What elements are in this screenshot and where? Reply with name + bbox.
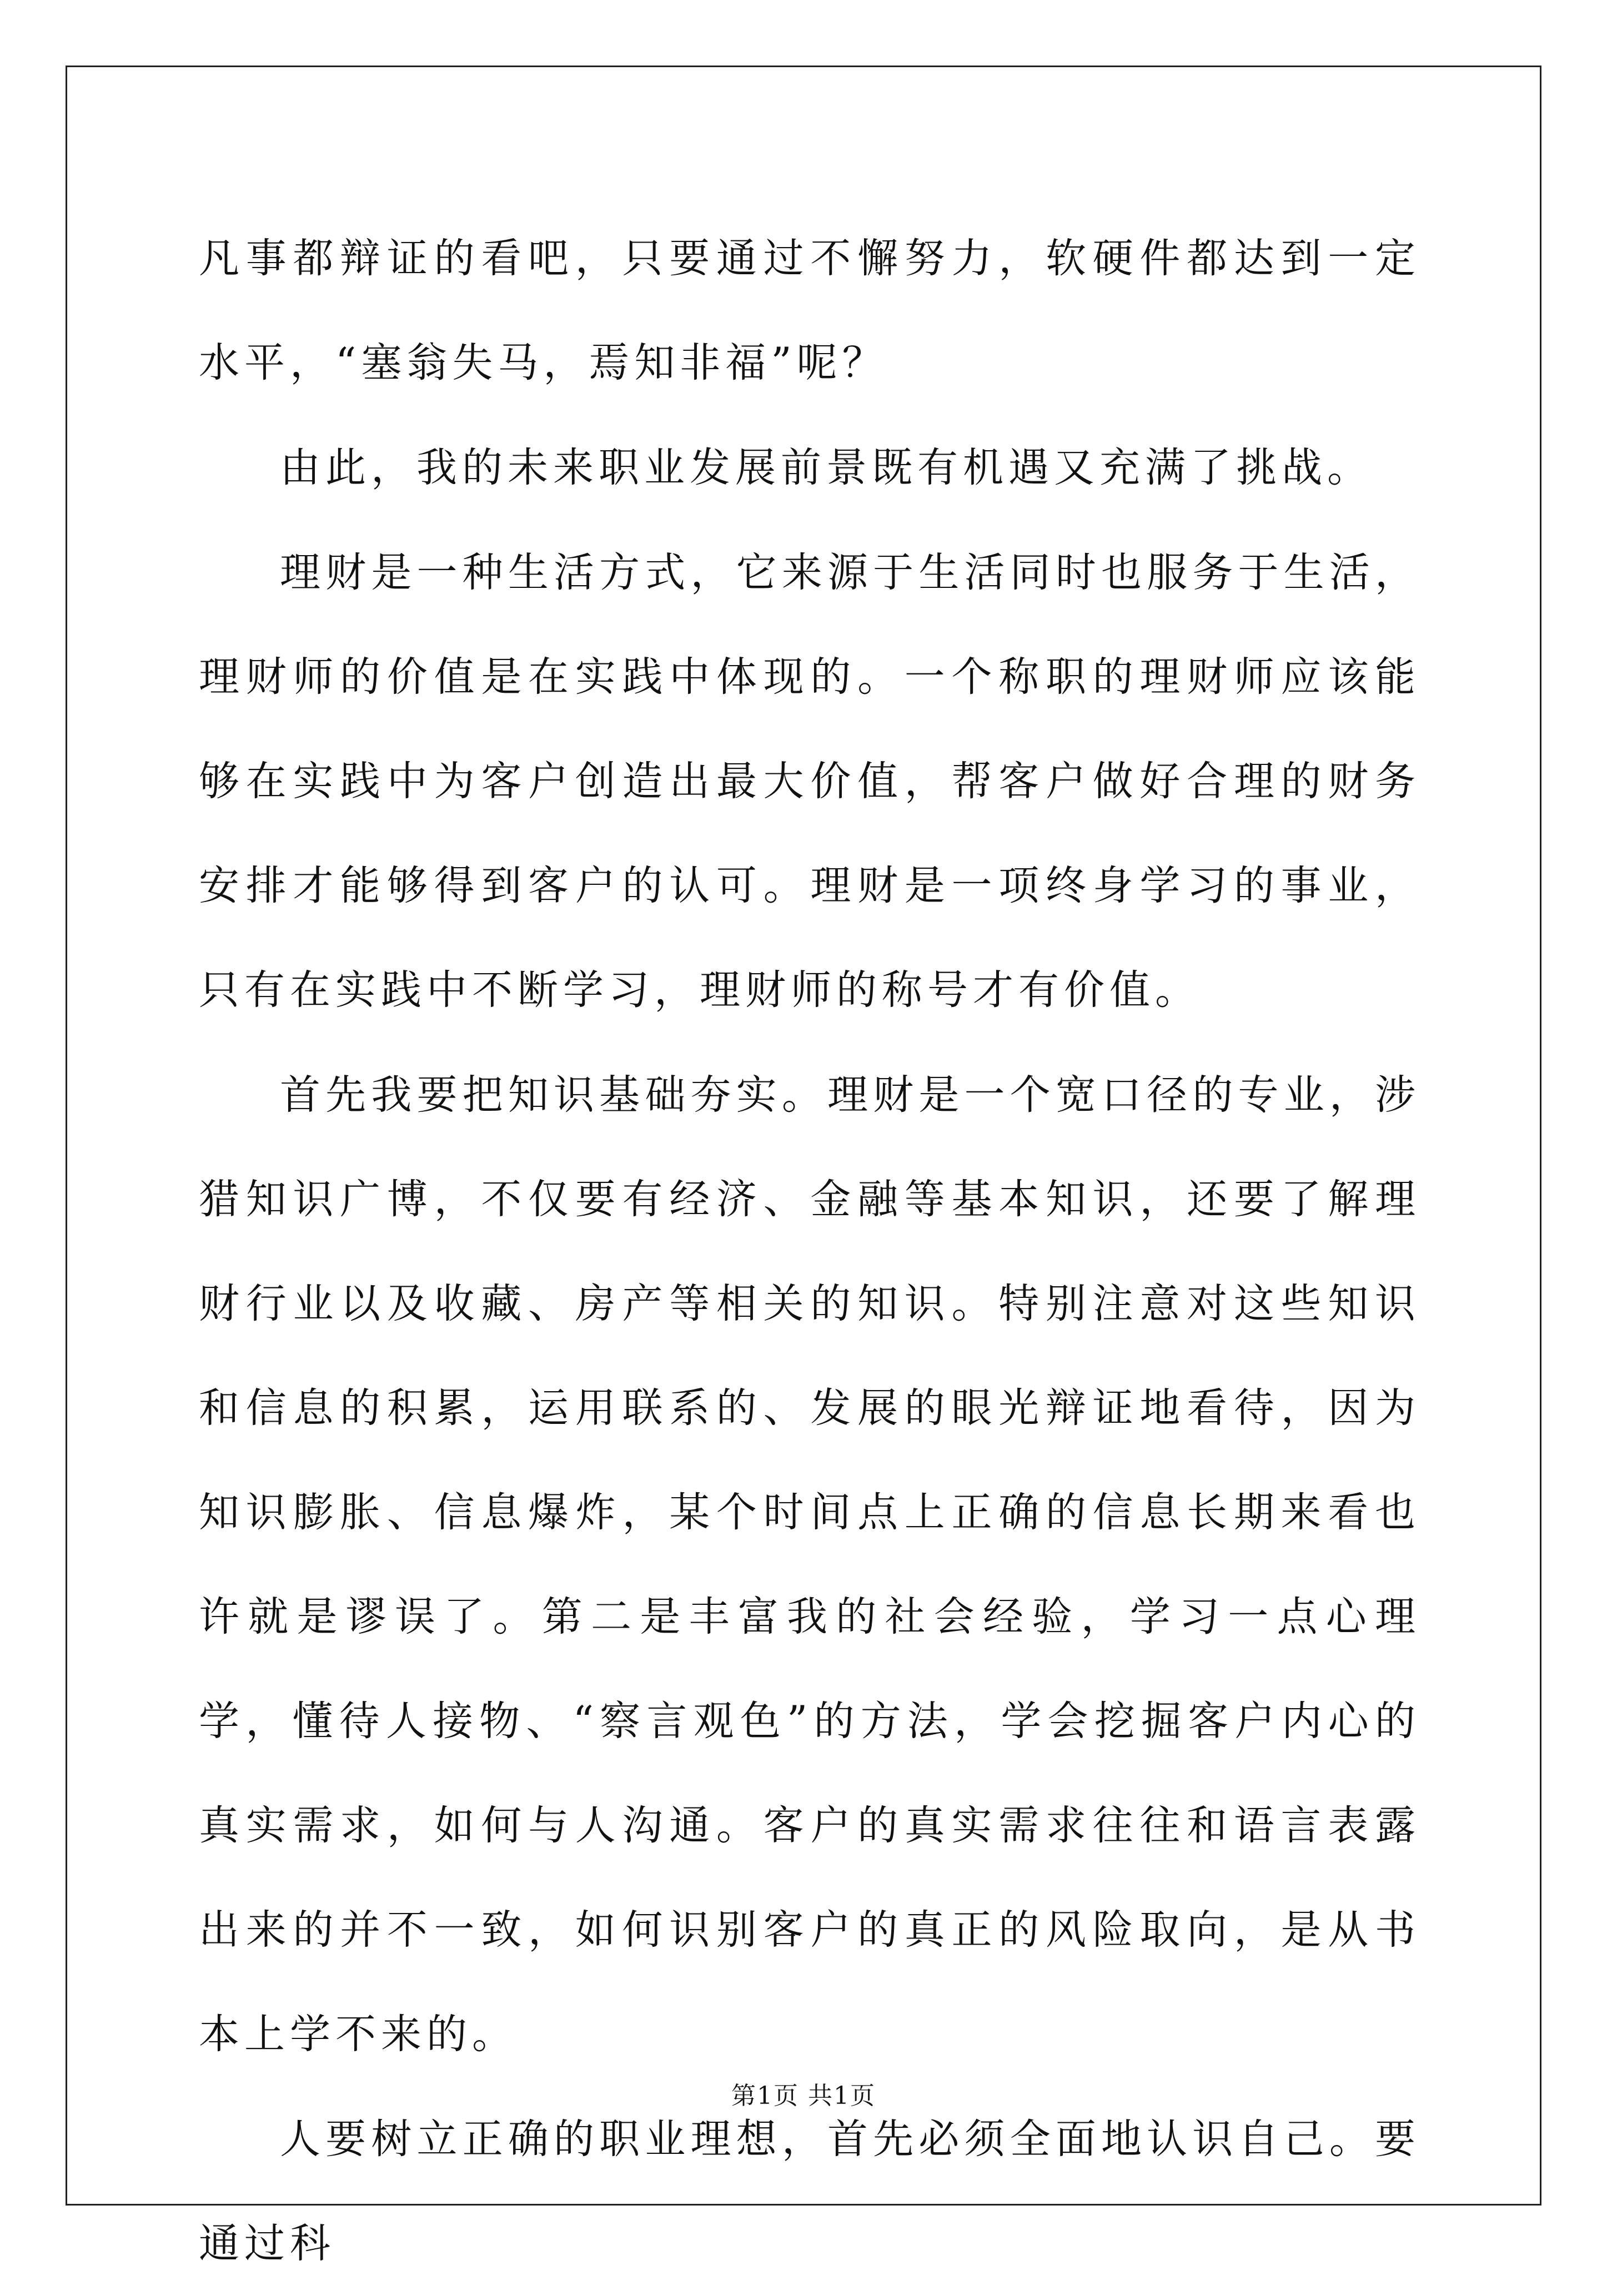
paragraph-5: 人要树立正确的职业理想，首先必须全面地认识自己。要通过科: [199, 2116, 1420, 2267]
paragraph-3: 理财是一种生活方式，它来源于生活同时也服务于生活，理财师的价值是在实践中体现的。一个称职的理财师应该能够在实践中为客户创造出最大价值，帮客户做好合理的财务安排才能够得到客户的认可。理财是一项终身学习的事业，只有在实践中不断学习，理财师的称号才有价值。: [199, 549, 1420, 1014]
paragraph-4: 首先我要把知识基础夯实。理财是一个宽口径的专业，涉猎知识广博，不仅要有经济、金融等基本知识，还要了解理财行业以及收藏、房产等相关的知识。特别注意对这些知识和信息的积累，运用联系的、发展的眼光辩证地看待，因为知识膨胀、信息爆炸，某个时间点上正确的信息长期来看也许就是谬误了。第二是丰富我的社会经验，学习一点心理学，懂待人接物、“察言观色”的方法，学会挖掘客户内心的真实需求，如何与人沟通。客户的真实需求往往和语言表露出来的并不一致，如何识别客户的真正的风险取向，是从书本上学不来的。: [199, 1071, 1420, 2058]
page-number-footer: 第1页 共1页: [731, 2082, 876, 2110]
document-body: [199, 207, 1420, 2296]
paragraph-1: 凡事都辩证的看吧，只要通过不懈努力，软硬件都达到一定水平，“塞翁失马，焉知非福”呢？: [199, 235, 1420, 386]
paragraph-2: 由此，我的未来职业发展前景既有机遇又充满了挑战。: [280, 444, 1373, 491]
